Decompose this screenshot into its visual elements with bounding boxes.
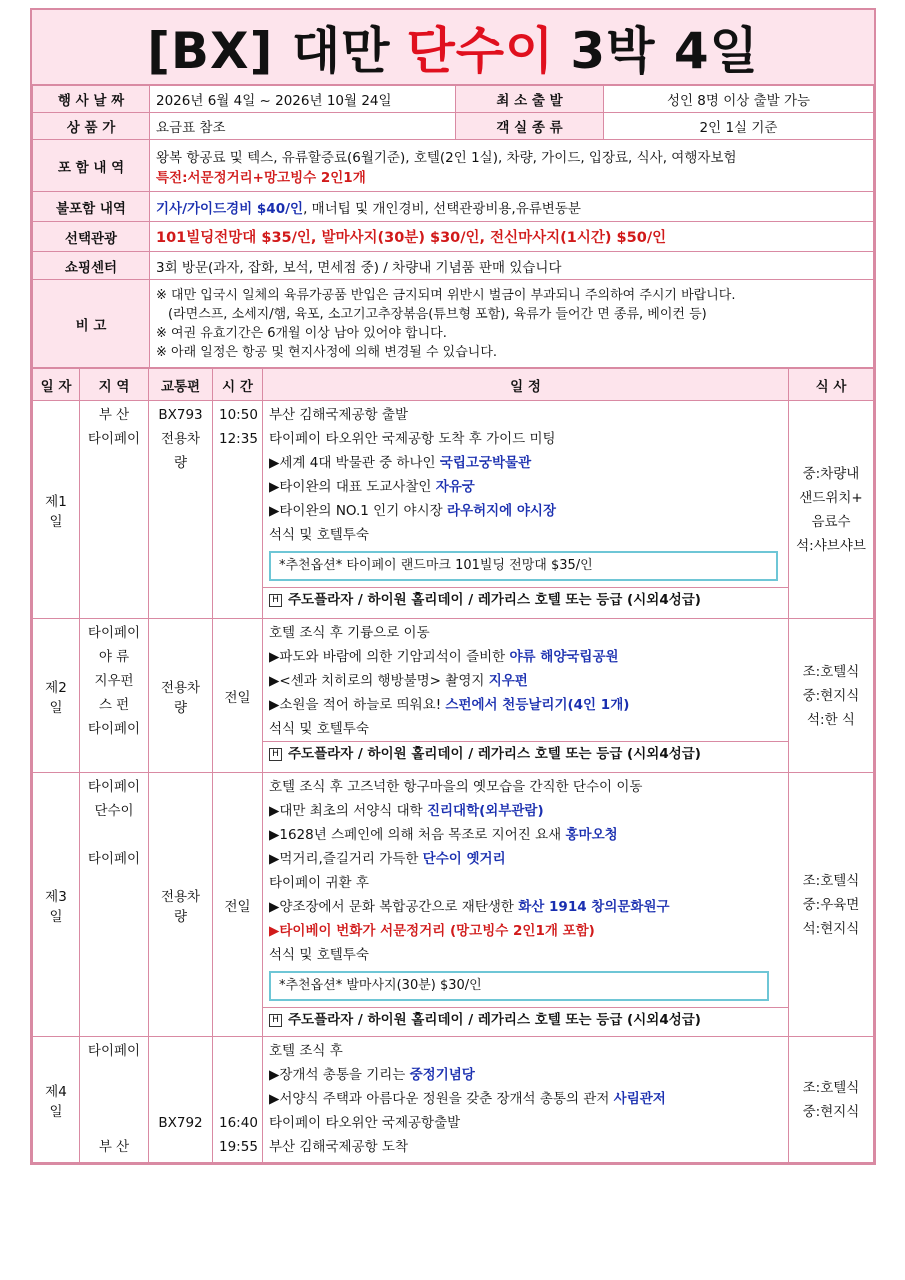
line-text: ▶대만 최초의 서양식 대학 [269, 803, 427, 819]
hotel-icon: H [269, 748, 282, 761]
hotel-icon: H [269, 594, 282, 607]
region-item: 타이페이 [87, 1043, 141, 1059]
line-text: ▶파도와 바람에 의한 기암괴석이 즐비한 [269, 649, 510, 665]
region-spacer [86, 823, 142, 847]
meal-item: 조:호텔식 [802, 1079, 860, 1096]
line-text: ▶서양식 주택과 아름다운 정원을 갖춘 장개석 총통의 관저 [269, 1091, 614, 1107]
info-table [32, 85, 874, 368]
day4-label: 제4일 [33, 1037, 80, 1163]
col-transport: 교통편 [149, 369, 213, 401]
hotel-line [263, 741, 788, 767]
col-itinerary: 일 정 [263, 369, 789, 401]
excl-value [150, 192, 874, 222]
itinerary-line [269, 823, 782, 847]
transport-item: 전용차량 [160, 431, 201, 471]
itinerary-line: 호텔 조식 후 고즈넉한 항구마을의 옛모습을 간직한 단수이 이동 [269, 779, 643, 795]
meal-item: 석:샤브샤브 [796, 537, 866, 554]
col-time: 시 간 [213, 369, 263, 401]
meal-item: 중:우육면 [802, 896, 860, 913]
note-value [150, 280, 874, 368]
min-value: 성인 8명 이상 출발 가능 [604, 86, 874, 113]
line-text: ▶장개석 총통을 기리는 [269, 1067, 410, 1083]
day3-row [33, 773, 874, 1037]
itinerary-line [269, 475, 782, 499]
highlight-place: 라우허지에 야시장 [446, 503, 557, 519]
date-label: 행 사 날 짜 [33, 86, 150, 113]
hotel-icon: H [269, 1014, 282, 1027]
excl-guide-fee: 기사/가이드경비 $40/인 [156, 200, 304, 217]
day4-meal [789, 1037, 874, 1163]
itinerary-line [269, 895, 782, 919]
day2-label: 제2일 [33, 619, 80, 773]
time-item: 19:55 [219, 1139, 258, 1155]
note-line: ※ 대만 입국시 일체의 육류가공품 반입은 금지되며 위반시 벌금이 부과되니 주의하여 주시기 바랍니다. [156, 287, 736, 303]
time-spacer [219, 1039, 256, 1063]
highlight-place: 자유궁 [435, 479, 475, 495]
col-meal: 식 사 [789, 369, 874, 401]
day4-region [80, 1037, 149, 1163]
meal-item: 조:호텔식 [802, 872, 860, 889]
transport-spacer [155, 1087, 206, 1111]
line-text: ▶먹거리,즐길거리 가득한 [269, 851, 423, 867]
day2-meal [789, 619, 874, 773]
day1-meal [789, 401, 874, 619]
day3-meal [789, 773, 874, 1037]
hotel-line [263, 1007, 788, 1033]
price-value: 요금표 참조 [150, 113, 456, 140]
meal-item: 석:한 식 [807, 711, 855, 728]
incl-special: 특전:서문정거리+망고빙수 2인1개 [156, 169, 366, 186]
itinerary-sheet [30, 8, 876, 1165]
itinerary-line: 호텔 조식 후 기륭으로 이동 [269, 625, 430, 641]
opt-label: 선택관광 [33, 222, 150, 252]
price-label: 상 품 가 [33, 113, 150, 140]
itinerary-line [269, 645, 782, 669]
region-item: 스 펀 [98, 697, 130, 713]
day2-region [80, 619, 149, 773]
highlight-place: 진리대학(외부관람) [426, 803, 544, 819]
region-spacer [86, 1111, 142, 1135]
day2-time: 전일 [213, 619, 263, 773]
highlight-place: 화산 1914 창의문화원구 [518, 899, 670, 915]
incl-value [150, 140, 874, 192]
line-text: ▶<센과 치히로의 행방불명> 촬영지 [269, 673, 489, 689]
itinerary-line: 타이페이 귀환 후 [269, 875, 369, 891]
region-item: 단수이 [94, 803, 134, 819]
room-value: 2인 1실 기준 [604, 113, 874, 140]
day1-itinerary [263, 401, 789, 619]
page-title [32, 10, 874, 85]
day1-time [213, 401, 263, 619]
line-text: ▶양조장에서 문화 복합공간으로 재탄생한 [269, 899, 519, 915]
note-line: ※ 아래 일정은 항공 및 현지사정에 의해 변경될 수 있습니다. [156, 344, 498, 360]
day2-itinerary [263, 619, 789, 773]
meal-item: 조:호텔식 [802, 663, 860, 680]
room-label: 객 실 종 류 [456, 113, 604, 140]
opt-value: 101빌딩전망대 $35/인, 발마사지(30분) $30/인, 전신마사지(1시간) $50/인 [150, 222, 874, 252]
meal-item: 음료수 [811, 513, 851, 530]
meal-item: 석:현지식 [802, 920, 860, 937]
itinerary-line: 석식 및 호텔투숙 [269, 527, 369, 543]
itinerary-line [269, 847, 782, 871]
transport-spacer [155, 1039, 206, 1063]
day4-time [213, 1037, 263, 1163]
region-spacer [86, 1063, 142, 1087]
region-item: 야 류 [98, 649, 130, 665]
time-spacer [219, 1087, 256, 1111]
time-spacer [219, 1063, 256, 1087]
day4-transport [149, 1037, 213, 1163]
time-item: 10:50 [219, 407, 258, 423]
hotel-text: 주도플라자 / 하이원 홀리데이 / 레가리스 호텔 또는 등급 (시외4성급) [288, 1012, 701, 1028]
line-text: ▶1628년 스페인에 의해 처음 목조로 지어진 요새 [269, 827, 566, 843]
region-item: 타이페이 [87, 431, 141, 447]
itinerary-line [269, 451, 782, 475]
itinerary-line [269, 499, 782, 523]
schedule-table [32, 368, 874, 1163]
region-item: 부 산 [98, 1139, 130, 1155]
day3-transport: 전용차량 [149, 773, 213, 1037]
transport-spacer [155, 1063, 206, 1087]
day1-label: 제1일 [33, 401, 80, 619]
recommended-option: *추천옵션* 타이페이 랜드마크 101빌딩 전망대 $35/인 [269, 551, 778, 581]
note-label: 비 고 [33, 280, 150, 368]
highlight-place: 홍마오청 [565, 827, 618, 843]
itinerary-line [269, 799, 782, 823]
incl-label: 포 함 내 역 [33, 140, 150, 192]
day3-region [80, 773, 149, 1037]
line-text: ▶타이완의 대표 도교사찰인 [269, 479, 436, 495]
itinerary-line [269, 1063, 782, 1087]
itinerary-line [269, 693, 782, 717]
day2-transport: 전용차량 [149, 619, 213, 773]
time-item: 16:40 [219, 1115, 258, 1131]
col-region: 지 역 [80, 369, 149, 401]
note-line: ※ 여권 유효기간은 6개월 이상 남아 있어야 합니다. [156, 325, 447, 341]
day2-row [33, 619, 874, 773]
excl-rest: , 매너팁 및 개인경비, 선택관광비용,유류변동분 [303, 200, 581, 217]
itinerary-line [269, 669, 782, 693]
flight-number: BX792 [158, 1115, 203, 1131]
itinerary-line: 부산 김해국제공항 출발 [269, 407, 408, 423]
itinerary-line: 타이페이 타오위안 국제공항 도착 후 가이드 미팅 [269, 431, 556, 447]
hotel-text: 주도플라자 / 하이원 홀리데이 / 레가리스 호텔 또는 등급 (시외4성급) [288, 592, 701, 608]
region-item: 타이페이 [87, 721, 141, 737]
shop-label: 쇼핑센터 [33, 252, 150, 280]
flight-number: BX793 [158, 407, 203, 423]
itinerary-line: 석식 및 호텔투숙 [269, 721, 369, 737]
day1-region [80, 401, 149, 619]
hotel-line [263, 587, 788, 613]
line-text: ▶타이완의 NO.1 인기 야시장 [269, 503, 447, 519]
region-item: 타이페이 [87, 779, 141, 795]
highlight-place: 사림관저 [613, 1091, 666, 1107]
meal-item: 샌드위치+ [799, 489, 863, 506]
date-value: 2026년 6월 4일 ~ 2026년 10월 24일 [150, 86, 456, 113]
col-day: 일 자 [33, 369, 80, 401]
region-item: 지우펀 [94, 673, 134, 689]
itinerary-line: 부산 김해국제공항 도착 [269, 1139, 408, 1155]
highlight-place: 지우펀 [488, 673, 528, 689]
title-highlight: 단수이 [406, 22, 555, 80]
region-item: 부 산 [98, 407, 130, 423]
day3-itinerary [263, 773, 789, 1037]
title-suffix: 3박 4일 [570, 22, 759, 80]
title-prefix: [BX] 대만 [147, 22, 391, 80]
line-text: ▶세계 4대 박물관 중 하나인 [269, 455, 440, 471]
day4-itinerary [263, 1037, 789, 1163]
line-text: ▶소원을 적어 하늘로 띄워요! [269, 697, 446, 713]
excl-label: 불포함 내역 [33, 192, 150, 222]
meal-item: 중:현지식 [802, 1103, 860, 1120]
itinerary-line [269, 1087, 782, 1111]
day1-transport [149, 401, 213, 619]
day1-row [33, 401, 874, 619]
itinerary-line: 호텔 조식 후 [269, 1043, 343, 1059]
region-spacer [86, 1087, 142, 1111]
time-item: 12:35 [219, 431, 258, 447]
itinerary-line: 석식 및 호텔투숙 [269, 947, 369, 963]
shop-value: 3회 방문(과자, 잡화, 보석, 면세점 중) / 차량내 기념품 판매 있습니다 [150, 252, 874, 280]
day3-time: 전일 [213, 773, 263, 1037]
recommended-option: *추천옵션* 발마사지(30분) $30/인 [269, 971, 769, 1001]
hotel-text: 주도플라자 / 하이원 홀리데이 / 레가리스 호텔 또는 등급 (시외4성급) [288, 746, 701, 762]
itinerary-line: 타이페이 타오위안 국제공항출발 [269, 1115, 461, 1131]
highlight-place: 중정기념당 [409, 1067, 475, 1083]
day4-row [33, 1037, 874, 1163]
highlight-place: 야류 해양국립공원 [509, 649, 619, 665]
region-item: 타이페이 [87, 851, 141, 867]
meal-item: 중:차량내 [802, 465, 860, 482]
itinerary-line: ▶타이베이 번화가 서문정거리 (망고빙수 2인1개 포함) [269, 923, 595, 939]
highlight-place: 스펀에서 천등날리기(4인 1개) [445, 697, 630, 713]
note-line: (라면스프, 소세지/햄, 육포, 소고기고추장볶음(튜브형 포함), 육류가 들어간 면 종류, 베이컨 등) [168, 306, 707, 322]
highlight-place: 국립고궁박물관 [439, 455, 532, 471]
meal-item: 중:현지식 [802, 687, 860, 704]
day3-label: 제3일 [33, 773, 80, 1037]
highlight-place: 단수이 옛거리 [422, 851, 506, 867]
min-label: 최 소 출 발 [456, 86, 604, 113]
incl-line: 왕복 항공료 및 텍스, 유류할증료(6월기준), 호텔(2인 1실), 차량, 가이드, 입장료, 식사, 여행자보험 [156, 149, 737, 166]
region-item: 타이페이 [87, 625, 141, 641]
